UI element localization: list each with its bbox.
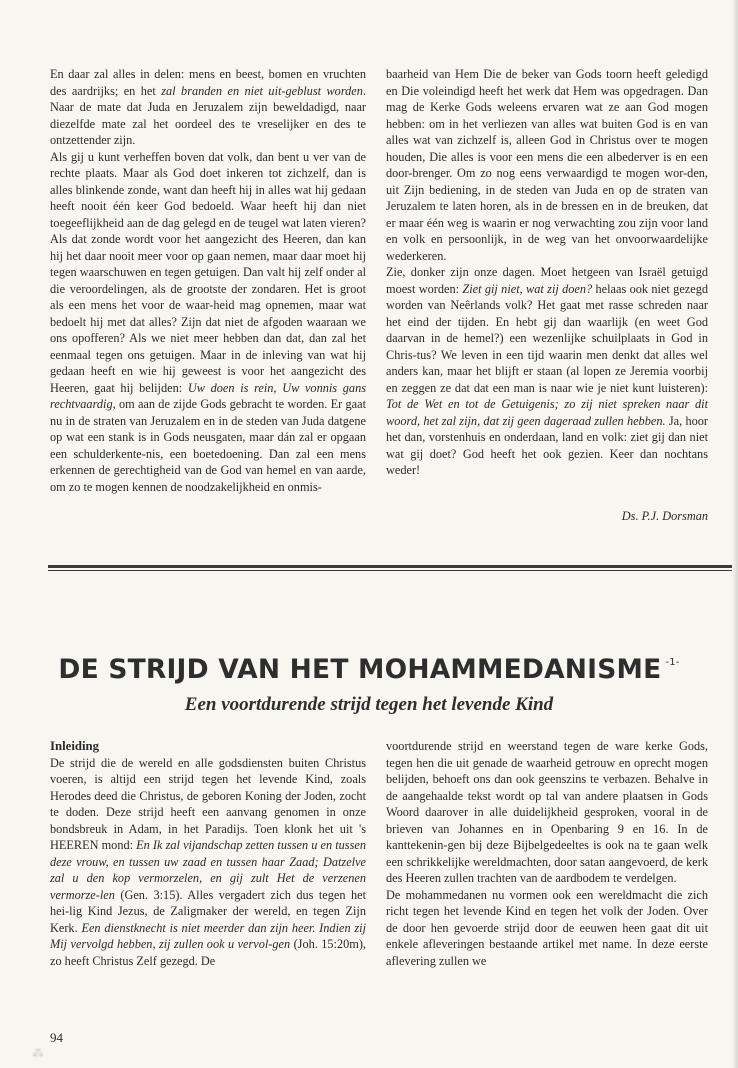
article1-left-column xyxy=(50,66,366,495)
page-edge-shadow xyxy=(732,0,738,1068)
paragraph: En daar zal alles in delen: mens en beest, bomen en vruchten des aardrijks; en het zal branden en niet uit-geblust worden. Naar de mate dat Juda en Jeruzalem zijn beweldadigd, naar diezelfde mate zal het oordeel des te vreselijker en des te ontzettender zijn. xyxy=(50,67,366,147)
paragraph: Zie, donker zijn onze dagen. Moet hetgeen van Israël getuigd moest worden: Ziet gij niet, wat zij doen? helaas ook niet gezegd worden van Neêrlands volk? Het gaat met rasse schreden naar het eind der tijden. En hebt gij dan waarlijk (en weet God daarvan in de hemel?) een wezenlijke schuilplaats in God in Chris-tus? We leven in een tijd waarin men denkt dat alles wel anders kan, maar het blijft er staan (al lopen ze Jeremia voorbij en zeggen ze dat dat een man is naar wie je niet kunt luisteren): Tot de Wet en tot de Getuigenis; zo zij niet spreken naar dit woord, het zal zijn, dat zij geen dageraad zullen hebben. Ja, hoor het dan, vorstenhuis en onderdaan, land en volk: ziet gij dan niet wat gij doet? God heeft het ook gezien. Keer dan nochtans weder! xyxy=(386,265,708,477)
paragraph: De strijd die de wereld en alle godsdiensten buiten Christus voeren, is altijd een strijd tegen het levende Kind, zoals Herodes deed die Christus, de geboren Koning der Joden, zocht te doden. Deze strijd heeft een aanvang genomen in onze bondsbreuk in Adam, in het Paradijs. Toen klonk het uit 's HEEREN mond: En Ik zal vijandschap zetten tussen u en tussen deze vrouw, en tussen uw zaad en tussen haar Zaad; Datzelve zal u den kop vermorzelen, en gij zult Het de verzenen vermorze-len (Gen. 3:15). Alles vergadert zich dus tegen het hei-lig Kind Jezus, de Zaligmaker der wereld, en tegen Zijn Kerk. Een dienstknecht is niet meerder dan zijn heer. Indien zij Mij vervolgd hebben, zij zullen ook u vervol-gen (Joh. 15:20m), zo heeft Christus Zelf gezegd. De xyxy=(50,755,366,968)
section-divider-thin xyxy=(48,570,738,571)
author-signature: Ds. P.J. Dorsman xyxy=(621,509,708,523)
section-heading: Inleiding xyxy=(50,739,100,753)
paper-mark-icon: ⁂ xyxy=(32,1046,44,1060)
paragraph: De mohammedanen nu vormen ook een wereldmacht die zich richt tegen het levende Kind en tegen het volk der Joden. Over de door hen gevoerde strijd door de eeuwen heen gaat dit uit enkele afleveringen bestaande artikel met name. In deze eerste aflevering zullen we xyxy=(386,887,708,968)
article-subtitle: Een voortdurende strijd tegen het levende Kind xyxy=(184,694,554,715)
article-title: DE STRIJD VAN HET MOHAMMEDANISME $^{-1-}$ xyxy=(58,654,680,685)
article2-left-column xyxy=(50,738,366,969)
section-divider xyxy=(48,565,738,568)
article1-right-column xyxy=(386,66,708,479)
article2-right-column xyxy=(386,738,708,969)
page-number: 94 xyxy=(50,1030,63,1045)
paragraph: baarheid van Hem Die de beker van Gods toorn heeft geledigd en Die voleindigd heeft het werk dat Hem was opgedragen. Dan mag de Kerke Gods weleens ervaren wat ze aan God mogen hebben: om in het verliezen van alles wat buiten God is en van alles wat van zichzelf is, alleen God in Christus over te mogen houden, Die alles is voor een mens die een albederver is en een door-brenger. Om zo nog eens verwaardigd te mogen wor-den, uit Zijn bediening, in de steden van Juda en op de straten van Jeruzalem te laten horen, als in de bressen en in de breuken, dat er maar één weg is waarin er nog verwachting zou zijn voor land en volk en persoonlijk, in de weg van het onvoorwaardelijke wederkeren. xyxy=(386,67,708,263)
paragraph: Als gij u kunt verheffen boven dat volk, dan bent u ver van de rechte plaats. Maar als God doet inkeren tot zichzelf, dan is alles blinkende zonde, want dan heeft hij in alles wat hij gedaan heeft nooit één keer God bedoeld. Waar heeft hij dan niet toegeeflijkheid aan de dag gelegd en de teugel wat laten vieren? Als dat zonde wordt voor het aangezicht des Heeren, dan kan hij het daar nooit meer voor op gaan nemen, maar daar moet hij tegen waarschuwen en tegen getuigen. Dan valt hij zelf onder al die veroordelingen, als de grootste der zondaren. Het is groot als een mens het voor de waar-heid mag opnemen, maar wat bedoelt hij met dat alles? Zijn dat niet de afgoden waaraan we ons opofferen? Als we niet meer hebben dan dat, dan zal het eenmaal tegen ons getuigen. Maar in de inleving van wat hij gedaan heeft en wie hij geweest is voor het aangezicht des Heeren, gaat hij belijden: Uw doen is rein, Uw vonnis gans rechtvaardig, om aan de zijde Gods gebracht te worden. Er gaat nu in de straten van Jeruzalem en in de steden van Juda datgene op wat een stank is in Gods neusgaten, maar dán zal er opgaan een schulderkente-nis, een boetedoening. Dan zal een mens erkennen de gerechtigheid van de God van hemel en van aarde, om zo te mogen kennen de noodzakelijkheid en onmis- xyxy=(50,149,366,494)
paragraph: voortdurende strijd en weerstand tegen de ware kerke Gods, tegen hen die uit genade de waarheid getrouw en oprecht mogen belijden, behoeft ons dan ook geenszins te verbazen. Behalve in de aangehaalde tekst wordt op tal van andere plaatsen in Gods Woord daarover in alle duidelijkheid gesproken, vooral in de brieven van Johannes en in Openbaring 9 en 16. In de kanttekenin-gen bij deze Bijbelgedeeltes is ook na te gaan welk een schrikkelijke wereldmachten, door satan aangevoerd, de kerk des Heeren zullen trachten van de aardbodem te verdelgen. xyxy=(386,739,708,885)
title-part-number: -1- xyxy=(665,657,680,668)
